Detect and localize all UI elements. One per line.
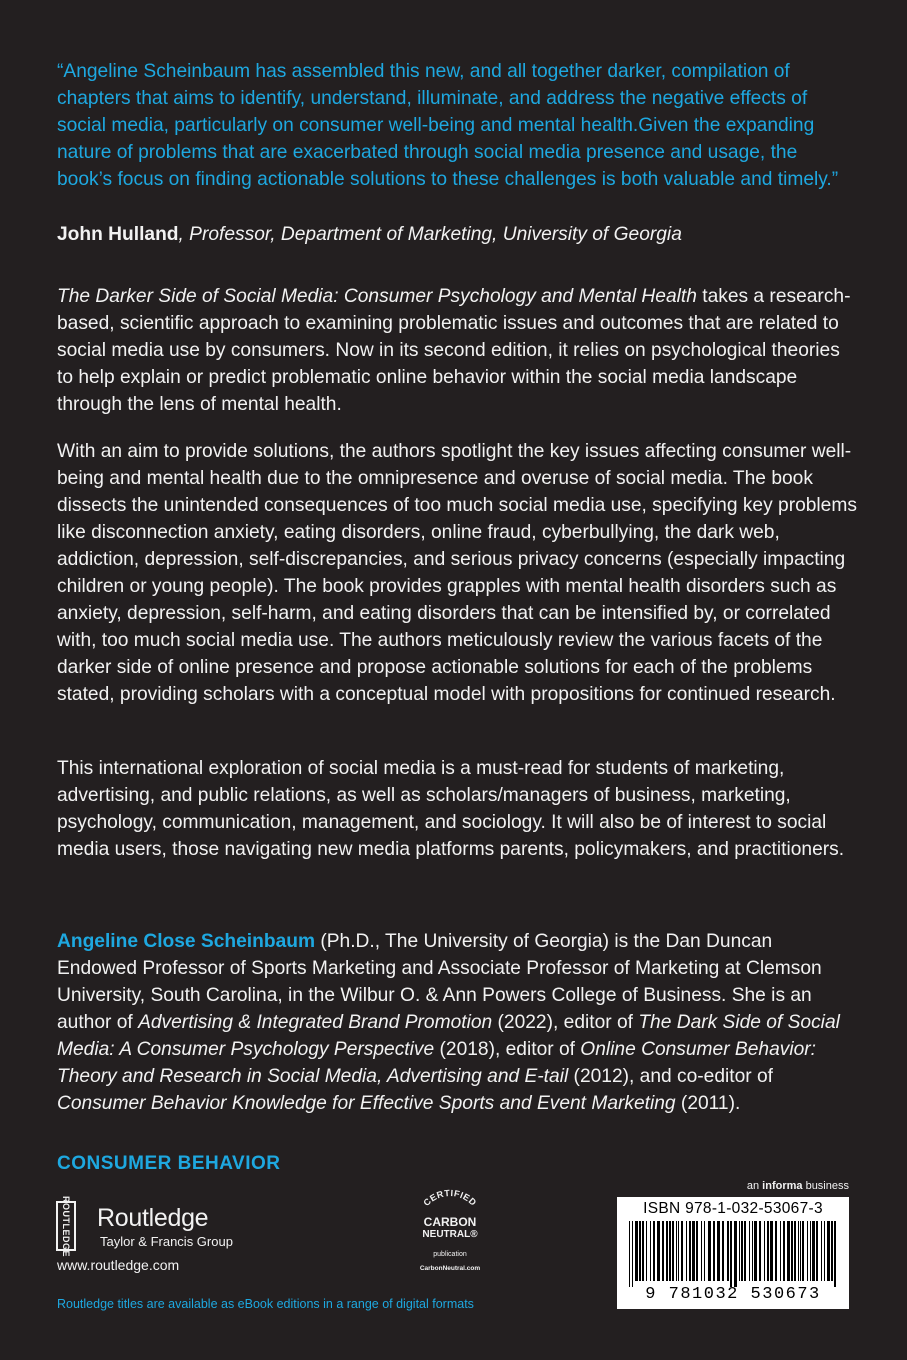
barcode-bar (800, 1221, 801, 1281)
barcode-bar (780, 1221, 781, 1281)
barcode-bar (739, 1221, 740, 1281)
publisher-url: www.routledge.com (57, 1257, 180, 1273)
barcode-bar (834, 1221, 836, 1287)
barcode-bar (642, 1221, 644, 1281)
barcode-bar (669, 1221, 671, 1281)
bio-text-4: (2012), and co-editor of (568, 1066, 774, 1087)
description-paragraph-1 (57, 283, 857, 418)
barcode-bar (727, 1221, 729, 1281)
barcode-bar (678, 1221, 679, 1281)
subject-category: CONSUMER BEHAVIOR (57, 1153, 281, 1174)
barcode-bar (653, 1221, 655, 1281)
barcode-bar (681, 1221, 683, 1281)
bio-text-5: (2011). (675, 1093, 741, 1114)
barcode-bar (744, 1221, 746, 1281)
carbon-main-1: CARBON (423, 1215, 477, 1229)
barcode-bar (672, 1221, 674, 1281)
publisher-group: Taylor & Francis Group (100, 1234, 233, 1249)
barcode-bar (657, 1221, 660, 1281)
barcode-bar (807, 1221, 808, 1281)
barcode-bar (741, 1221, 743, 1281)
barcode-bar (767, 1221, 769, 1281)
informa-post: business (802, 1180, 849, 1192)
barcode-bar (824, 1221, 825, 1281)
carbon-sub: publication (433, 1251, 467, 1258)
author-name: Angeline Close Scheinbaum (57, 931, 316, 952)
barcode-bar (692, 1221, 695, 1281)
routledge-logo-mark-text: ROUTLEDGE (61, 1195, 71, 1257)
barcode-bar (701, 1221, 702, 1281)
barcode-bar (775, 1221, 777, 1281)
description-paragraph-2: With an aim to provide solutions, the authors spotlight the key issues affecting consumer well-being and mental health due to the omnipresence and overuse of social media. The book dissects the unintended consequences of too much social media use, specifying key problems like disconnection anxiety, eating disorders, online fraud, cyberbullying, the dark web, addiction, depression, self-discrepancies, and serious privacy concerns (especially impacting children or young people). The book provides grapples with mental health disorders such as anxiety, depression, self-harm, and eating disorders that can be intensified by, or correlated with, too much social media use. The authors meticulously review the various facets of the darker side of online presence and propose actionable solutions for each of the problems stated, providing scholars with a conceptual model with propositions for continued research. (57, 441, 857, 705)
barcode-bar (798, 1221, 799, 1281)
barcode-bar (764, 1221, 765, 1281)
barcode-bar (717, 1221, 720, 1281)
barcode-bar (783, 1221, 785, 1281)
routledge-logo-icon (56, 1195, 76, 1257)
barcode-bar (639, 1221, 641, 1281)
barcode-bar (810, 1221, 811, 1281)
author-bio (57, 928, 857, 1117)
barcode-bar (794, 1221, 796, 1281)
carbon-certified-text: CERTIFIED (421, 1187, 479, 1208)
barcode-bar (770, 1221, 773, 1281)
barcode-bar (812, 1221, 815, 1281)
endorsement-attribution (57, 221, 857, 248)
barcode-bar (749, 1221, 750, 1281)
isbn-text: ISBN 978-1-032-53067-3 (643, 1200, 823, 1217)
barcode-bar (791, 1221, 793, 1281)
publisher-name: Routledge (97, 1204, 209, 1232)
barcode-bar (802, 1221, 804, 1281)
ebook-note: Routledge titles are available as eBook editions in a range of digital formats (57, 1297, 474, 1311)
barcode-bar (686, 1221, 687, 1281)
endorser-affiliation: , Professor, Department of Marketing, University of Georgia (178, 224, 682, 245)
carbon-neutral-seal-icon (405, 1186, 495, 1276)
barcode-bar (704, 1221, 705, 1281)
barcode-bar (759, 1221, 761, 1281)
barcode-bar (730, 1221, 732, 1287)
bio-text-2: (2022), editor of (492, 1012, 639, 1033)
isbn-barcode (617, 1197, 849, 1309)
barcode-bar (787, 1221, 790, 1281)
carbon-url: CarbonNeutral.com (419, 1265, 481, 1272)
barcode-bar (696, 1221, 698, 1281)
bio-book-1: Advertising & Integrated Brand Promotion (138, 1012, 493, 1033)
barcode-bar (816, 1221, 818, 1281)
barcode-bar (827, 1221, 830, 1281)
endorser-name: John Hulland (57, 224, 179, 245)
bio-book-4: Consumer Behavior Knowledge for Effective Sports and Event Marketing (57, 1093, 676, 1114)
barcode-bar (676, 1221, 677, 1281)
informa-pre: an (746, 1180, 763, 1192)
barcode-bar (821, 1221, 822, 1281)
bio-book-3: Online Consumer Behavior: Theory and Research in Social Media, Advertising and E-tail (57, 1039, 816, 1087)
barcode-bar (708, 1221, 711, 1281)
barcode-bar (629, 1221, 630, 1287)
description-paragraph-3: This international exploration of social media is a must-read for students of marketing, advertising, and public relations, as well as scholars/managers of business, marketing, psychology, communication, management, and sociology. It will also be of interest to social media users, those navigating new media platforms parents, policymakers, and practitioners. (57, 758, 845, 860)
barcode-bar (689, 1221, 691, 1281)
barcode-bar (632, 1221, 633, 1287)
svg-text:CERTIFIED (421, 1188, 478, 1208)
barcode-bar (650, 1221, 651, 1281)
bio-text-1: (Ph.D., The University of Georgia) is the Dan Duncan Endowed Professor of Sports Marketing and Associate Professor of Marketing at Clemson University, South Carolina, in the Wilbur O. & Ann Powers College of Business. She is an author of (57, 931, 822, 1033)
bio-text-3: (2018), editor of (434, 1039, 581, 1060)
carbon-main-2: NEUTRAL® (422, 1229, 478, 1240)
barcode-bar (635, 1221, 638, 1281)
barcode-bar (666, 1221, 668, 1281)
book-title: The Darker Side of Social Media: Consumer Psychology and Mental Health (57, 286, 697, 307)
description-p1-text: takes a research-based, scientific approach to examining problematic issues and outcomes that are related to social media use by consumers. Now in its second edition, it relies on psychological theories to help explain or predict problematic online behavior within the social media landscape through the lens of mental health. (57, 286, 851, 415)
endorsement-quote: “Angeline Scheinbaum has assembled this new, and all together darker, compilation of chapters that aims to identify, understand, illuminate, and address the negative effects of social media, particularly on consumer well-being and mental health.Given the expanding nature of problems that are exacerbated through social media presence and usage, the book’s focus on finding actionable solutions to these challenges is both valuable and timely.” (57, 61, 839, 190)
barcode-bar (754, 1221, 757, 1281)
barcode-bar (734, 1221, 737, 1287)
barcode-bar (713, 1221, 715, 1281)
bio-book-2: The Dark Side of Social Media: A Consumer Psychology Perspective (57, 1012, 840, 1060)
informa-tagline (747, 1180, 849, 1192)
barcode-digits: 9 781032 530673 (645, 1285, 821, 1304)
barcode-bar (662, 1221, 664, 1281)
barcode-bar (722, 1221, 724, 1281)
barcode-bar (646, 1221, 647, 1281)
barcode-bar (831, 1221, 833, 1281)
barcode-bars (625, 1221, 841, 1287)
barcode-bar (752, 1221, 753, 1281)
informa-brand: informa (762, 1180, 803, 1192)
